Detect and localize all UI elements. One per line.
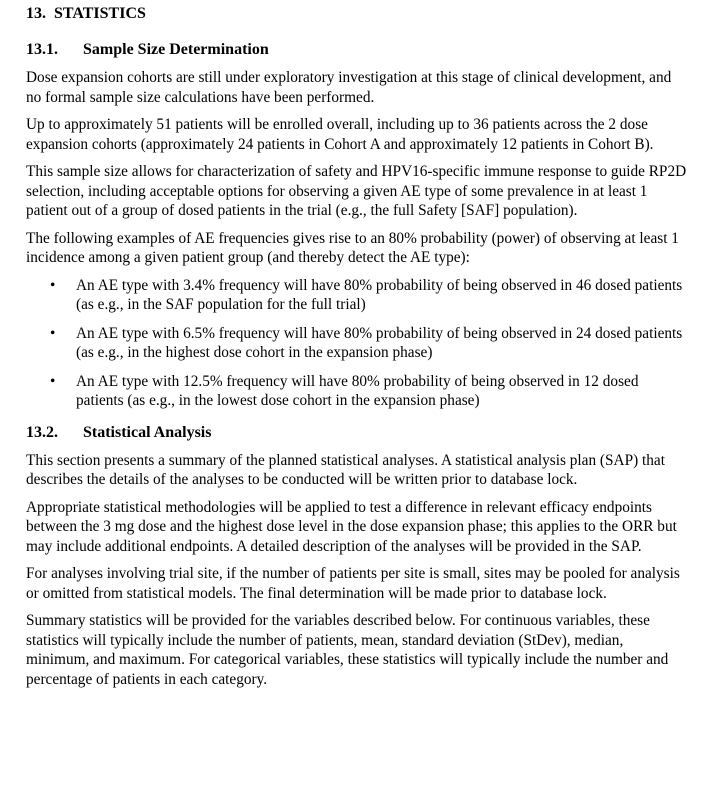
ae-frequency-list — [26, 276, 688, 411]
list-item-text: An AE type with 6.5% frequency will have 80% probability of being observed in 24 dosed patients (as e.g., in the highest dose cohort in the expansion phase) — [76, 324, 683, 361]
paragraph: For analyses involving trial site, if the number of patients per site is small, sites may be pooled for analysis or omitted from statistical models. The final determination will be made prior to database lock. — [26, 565, 680, 602]
section-heading — [26, 4, 688, 24]
paragraph: Dose expansion cohorts are still under exploratory investigation at this stage of clinical development, and no formal sample size calculations have been performed. — [26, 69, 672, 106]
paragraph: This sample size allows for characterization of safety and HPV16-specific immune response to guide RP2D selection, including acceptable options for observing a given AE type of some prevalence in at least 1 patient out of a group of dosed patients in the trial (e.g., the full Safety [SAF] population). — [26, 163, 687, 219]
bullet-icon: • — [50, 276, 56, 294]
bullet-icon: • — [50, 324, 56, 342]
subsection-heading-sample-size — [26, 40, 688, 60]
paragraph: Summary statistics will be provided for the variables described below. For continuous variables, these statistics will typically include the number of patients, mean, standard deviation (StDev), median, minimum, and maximum. For categorical variables, these statistics will typically include the number and percentage of patients in each category. — [26, 612, 669, 688]
paragraph: Appropriate statistical methodologies will be applied to test a difference in relevant efficacy endpoints between the 3 mg dose and the highest dose level in the dose expansion phase; this applies to the ORR but may include additional endpoints. A detailed description of the analyses will be provided in the SAP. — [26, 498, 677, 555]
list-item — [26, 324, 688, 363]
subsection-number: 13.2. — [26, 423, 58, 441]
subsection-number: 13.1. — [26, 41, 58, 58]
subsection-heading-statistical-analysis — [26, 423, 688, 443]
section-title: STATISTICS — [54, 5, 146, 22]
bullet-icon: • — [50, 372, 56, 390]
list-item-text: An AE type with 12.5% frequency will have 80% probability of being observed in 12 dosed patients (as e.g., in the lowest dose cohort in the expansion phase) — [76, 372, 639, 409]
subsection-title: Sample Size Determination — [83, 41, 269, 58]
list-item — [26, 276, 688, 315]
list-item — [26, 372, 688, 411]
paragraph: The following examples of AE frequencies gives rise to an 80% probability (power) of observing at least 1 incidence among a given patient group (and thereby detect the AE type): — [26, 229, 679, 266]
paragraph: This section presents a summary of the planned statistical analyses. A statistical analysis plan (SAP) that describes the details of the analyses to be conducted will be written prior to database lock. — [26, 451, 665, 488]
subsection-title: Statistical Analysis — [83, 423, 212, 441]
section-number: 13. — [26, 5, 46, 22]
paragraph: Up to approximately 51 patients will be enrolled overall, including up to 36 patients across the 2 dose expansion cohorts (approximately 24 patients in Cohort A and approximately 12 patients in Cohort B). — [26, 116, 654, 153]
list-item-text: An AE type with 3.4% frequency will have 80% probability of being observed in 46 dosed patients (as e.g., in the SAF population for the full trial) — [76, 276, 683, 313]
